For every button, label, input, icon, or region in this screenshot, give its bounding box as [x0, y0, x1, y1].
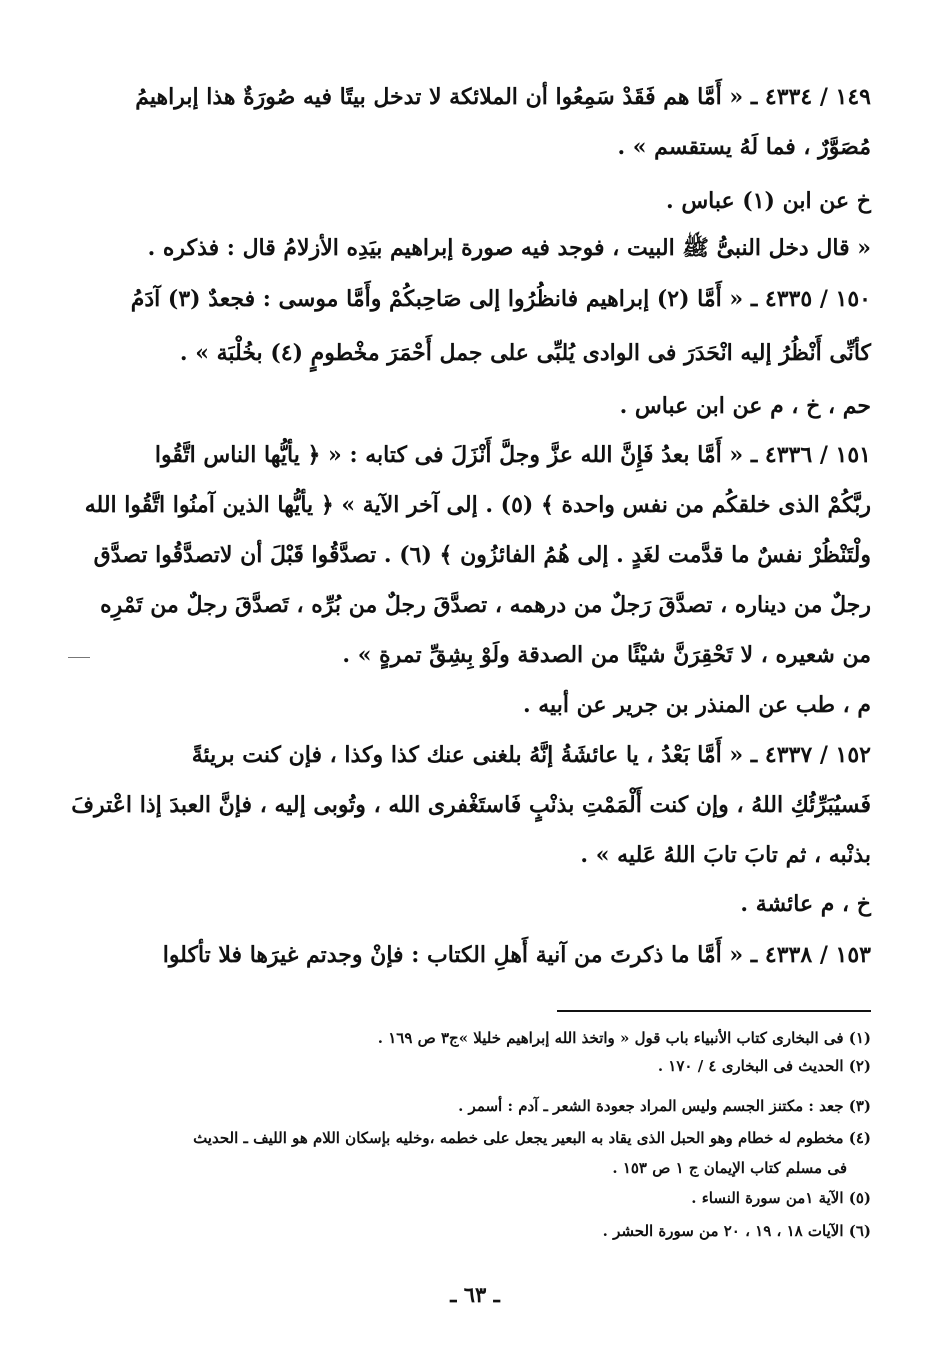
hadith-150-line-2: كأنِّى أَنْظُرُ إليه انْحَدَرَ فى الوادى يُلبِّى على جمل أَحْمَرَ مخْطومٍ (٤) بخُلْبَة » . [179, 340, 871, 366]
hadith-150-source: حم ، خ ، م عن ابن عباس . [619, 393, 871, 419]
hadith-149-source: خ عن ابن (١) عباس . [666, 188, 871, 214]
footnote-1: (١) فى البخارى كتاب الأنبياء باب قول « واتخذ الله إبراهيم خليلا »ج٣ ص ١٦٩ . [377, 1029, 871, 1047]
hadith-151-line-5: من شعيره ، لا تَحْقِرَنَّ شيْئًا من الصدقة ولَوْ بِشِقِّ تمرةٍ » . [342, 642, 871, 668]
footnote-6: (٦) الآيات ١٨ ، ١٩ ، ٢٠ من سورة الحشر . [602, 1222, 871, 1240]
hadith-153-line-1: ١٥٣ / ٤٣٣٨ ـ « أَمَّا ما ذكرتَ من آنية أَهلِ الكتاب : فإنْ وجدتم غيرَها فلا تأكلوا [162, 942, 871, 968]
hadith-151-line-3: ولْتَنْظُرْ نفسٌ ما قدَّمت لغَدٍ . إلى هُمُ الفائزُون ﴾ (٦) . تصدَّقُوا قَبْلَ أن لاتصدَّقُوا تصدَّق [93, 542, 871, 568]
hadith-149-line-1: ١٤٩ / ٤٣٣٤ ـ « أَمَّا هم فَقَدْ سَمِعُوا أن الملائكة لا تدخل بيتًا فيه صُورَةٌ هذا إبراهيمُ [135, 84, 871, 110]
footnote-4-line-1: (٤) مخطوم له خطام وهو الحبل الذى يقاد به البعير يجعل على خطمه ،وخليه بإسكان اللام هو الليف ـ الحديث [193, 1129, 871, 1147]
hadith-152-line-3: بذنْبه ، ثم تابَ تابَ اللهُ عَليه » . [580, 842, 871, 868]
footnote-5: (٥) الآية ١من سورة النساء . [691, 1189, 871, 1207]
hadith-151-line-1: ١٥١ / ٤٣٣٦ ـ « أَمَّا بعدُ فَإِنَّ الله عزَّ وجلَّ أَنْزَلَ فى كتابه : « ﴿ يأيُّها الناس اتَّقُوا [154, 442, 871, 468]
footnote-separator [557, 1010, 871, 1012]
hadith-151-line-4: رجلٌ من ديناره ، تصدَّقَ رَجلٌ من درهمه ، تصدَّقَ رجلٌ من بُرِّه ، تَصدَّقَ رجلٌ من تَمْرِه [100, 592, 871, 618]
page-number: ـ ٦٣ ـ [450, 1282, 500, 1307]
hadith-151-line-2: ربَّكُمْ الذى خلقكُم من نفس واحدة ﴾ (٥) . إلى آخر الآية » ﴿ يأيُّها الذين آمنُوا اتَّقُوا الله [84, 492, 871, 518]
hadith-152-line-2: فَسيُبَرِّئُكِ اللهُ ، وإن كنت أَلْمَمْتِ بذنْبٍ فَاستَغْفرى الله ، وتُوبى إليه ، فإنَّ العبدَ إذا اعْترفَ [71, 792, 871, 818]
hadith-150-line-1: ١٥٠ / ٤٣٣٥ ـ « أَمَّا (٢) إبراهيم فانظُرُوا إلى صَاحِبكُمْ وأَمَّا موسى : فجعدٌ (٣) آدَمُ [130, 286, 871, 312]
footnote-3: (٣) جعد : مكتنز الجسم وليس المراد جعودة الشعر ـ آدم : أسمر . [458, 1097, 871, 1115]
hadith-152-source: خ ، م عائشة . [740, 891, 871, 917]
hadith-151-source: م ، طب عن المنذر بن جرير عن أبيه . [522, 692, 871, 718]
hadith-149-context: « قال دخل النبىُّ ﷺ البيت ، فوجد فيه صورة إبراهيم بيَدِه الأزلامُ قال : فذكره . [147, 235, 871, 261]
footnote-2: (٢) الحديث فى البخارى ٤ / ١٧٠ . [657, 1057, 871, 1075]
footnote-4-line-2: فى مسلم كتاب الإيمان ج ١ ص ١٥٣ . [612, 1159, 847, 1177]
hadith-149-line-2: مُصَوَّرٌ ، فما لَهُ يستقسم » . [617, 134, 871, 160]
margin-mark [68, 657, 90, 658]
hadith-152-line-1: ١٥٢ / ٤٣٣٧ ـ « أَمَّا بَعْدُ ، يا عائشَةُ إنَّهُ بلغنى عنك كذا وكذا ، فإن كنت بريئةً [191, 742, 871, 768]
